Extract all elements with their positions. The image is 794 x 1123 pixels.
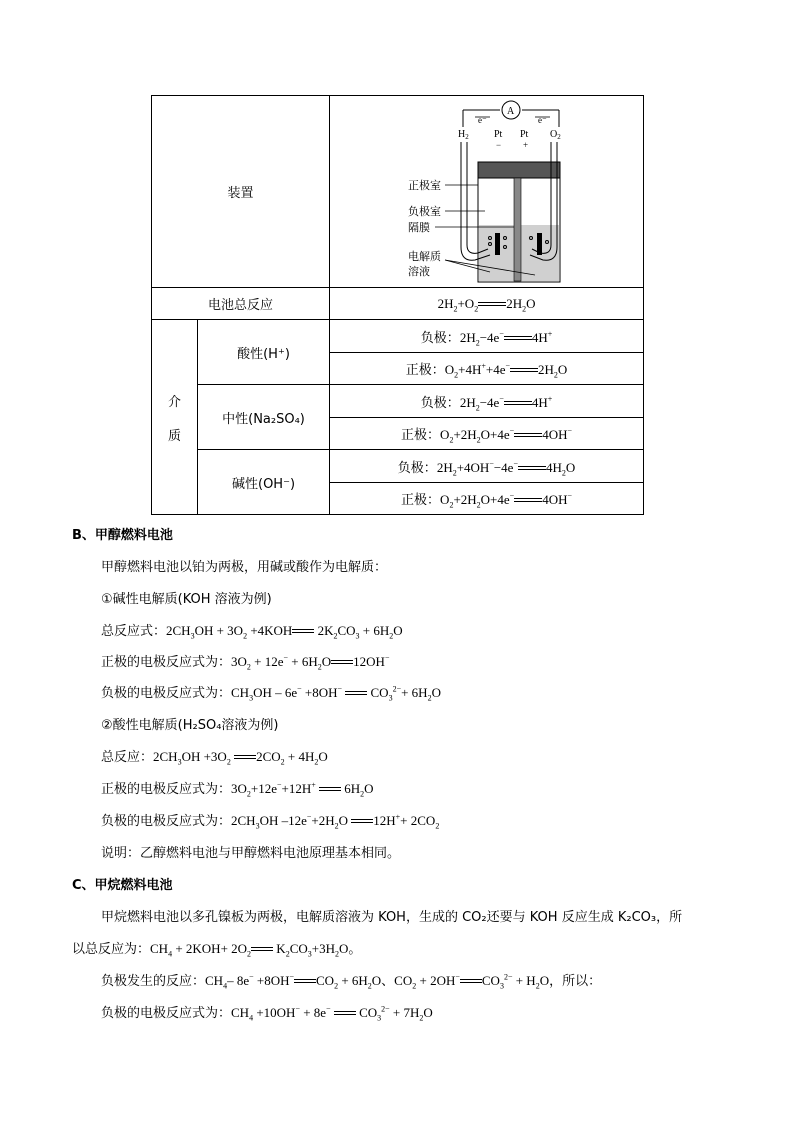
alkaline-positive: 正极：$O_2+2H_2O+4e^-$ 4OH− — [330, 483, 644, 515]
section-b-alkaline-positive: 正极的电极反应式为：$3O_2 + 12e^- + 6H_2O$ 12OH− — [101, 653, 390, 672]
label-negative-chamber: 负极室 — [408, 204, 442, 218]
medium-label: 介 质 — [152, 320, 198, 515]
acid-negative: 负极：$2H_2-4e^-$ 4H+ — [330, 320, 644, 353]
minus-sign: − — [496, 139, 502, 150]
electron-right: e⁻ — [538, 114, 547, 125]
section-c-neg-reaction: 负极发生的反应：$CH_4-$ 8e− +8OH− $CO_2 + 6H_2O$、$CO_2 + 2OH^-$ $CO_3^{2-} + H_2O$，所以： — [101, 972, 602, 991]
alkaline-label: 碱性(OH⁻) — [198, 450, 330, 515]
total-reaction-equation: $2H_2+O_2$ $2H_2O$ — [330, 288, 644, 320]
fuel-cell-diagram — [330, 97, 642, 287]
section-b-alkaline-total: 总反应式：$2CH_3OH + 3O_2 +4KOH$ $2K_2CO_3 + 6H_2O$ — [101, 623, 403, 641]
label-electrolyte-1: 电解质 — [408, 249, 442, 263]
pt-right-label: Pt — [520, 128, 529, 140]
label-membrane: 隔膜 — [408, 220, 431, 234]
section-b-acid-positive: 正极的电极反应式为：$3O_2+12e^-+12H^+$ $6H_2O$ — [101, 780, 374, 799]
section-b-intro: 甲醇燃料电池以铂为两极，用碱或酸作为电解质： — [101, 560, 388, 575]
section-c-line2: 以总反应为：$CH_4 + 2KOH+ 2O_2$ $K_2CO_3+3H_2O$。 — [72, 941, 362, 959]
section-c-line1: 甲烷燃料电池以多孔镍板为两极，电解质溶液为 KOH，生成的 CO₂还要与 KOH 反应生成 K₂CO₃，所 — [101, 910, 683, 925]
fuel-cell-table — [151, 95, 644, 515]
neutral-positive: 正极：$O_2+2H_2O+4e^-$ 4OH− — [330, 418, 644, 450]
section-b-acid-title: ②酸性电解质(H₂SO₄溶液为例) — [101, 718, 279, 733]
section-b-note: 说明：乙醇燃料电池与甲醇燃料电池原理基本相同。 — [101, 846, 401, 861]
electron-left: e⁻ — [478, 114, 487, 125]
o2-label: $O_2$ — [550, 128, 561, 141]
device-label: 装置 — [152, 96, 330, 288]
plus-sign: + — [523, 139, 529, 150]
label-positive-chamber: 正极室 — [408, 178, 442, 192]
h2-label: $H_2$ — [458, 128, 469, 141]
section-b-title: B、甲醇燃料电池 — [72, 528, 173, 543]
section-b-alkaline-negative: 负极的电极反应式为：$CH_3OH - 6e^- +8OH^-$ $CO_3^{2-}+ 6H_2O$ — [101, 684, 441, 703]
section-b-alkaline-title: ①碱性电解质(KOH 溶液为例) — [101, 592, 272, 607]
section-b-acid-total: 总反应：$2CH_3OH +3O_2$ $2CO_2 + 4H_2O$ — [101, 749, 328, 767]
neutral-negative: 负极：$2H_2-4e^-$ 4H+ — [330, 385, 644, 418]
section-c-negative: 负极的电极反应式为：$CH_4 +10OH^- + 8e^-$ $CO_3^{2-} + 7H_2O$ — [101, 1004, 433, 1023]
total-reaction-label: 电池总反应 — [152, 288, 330, 320]
ammeter-label: A — [507, 105, 515, 117]
pt-left-label: Pt — [494, 128, 503, 140]
neutral-label: 中性(Na₂SO₄) — [198, 385, 330, 450]
device-diagram-cell — [330, 96, 644, 288]
section-b-acid-negative: 负极的电极反应式为：$2CH_3OH$ $-12e^-+2H_2O$ $12H^++ 2CO_2$ — [101, 812, 440, 831]
label-electrolyte-2: 溶液 — [408, 264, 431, 278]
acid-label: 酸性(H⁺) — [198, 320, 330, 385]
acid-positive: 正极：$O_2+4H^++4e^-$ $2H_2O$ — [330, 353, 644, 385]
alkaline-negative: 负极：$2H_2+4OH^--4e^-$ $4H_2O$ — [330, 450, 644, 483]
section-c-title: C、甲烷燃料电池 — [72, 878, 173, 893]
